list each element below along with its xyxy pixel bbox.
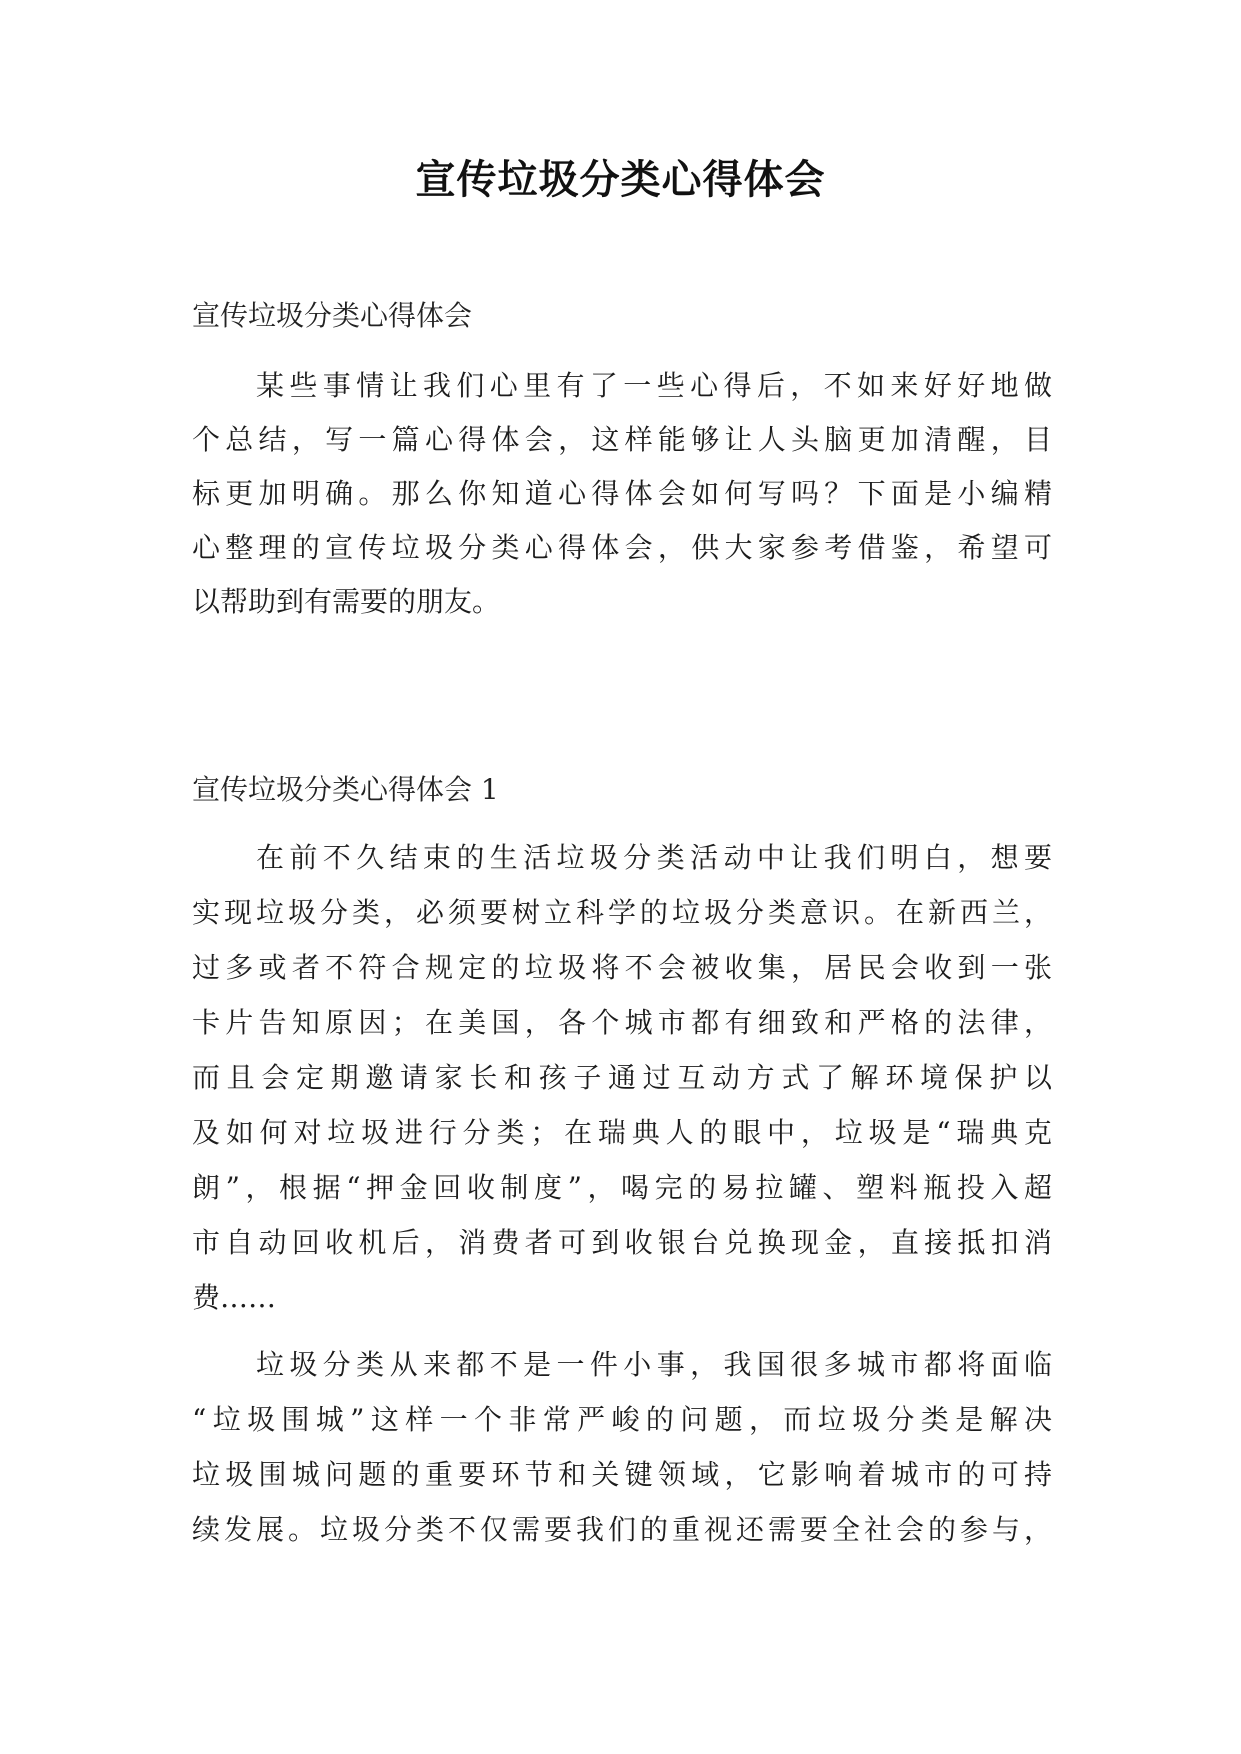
intro-line: 某些事情让我们心里有了一些心得后，不如来好好地做: [256, 369, 1052, 402]
intro-line: 个总结，写一篇心得体会，这样能够让人头脑更加清醒，目: [192, 423, 1052, 456]
document-title: 宣传垃圾分类心得体会: [415, 157, 826, 203]
paragraph-line: 朗”，根据“押金回收制度”，喝完的易拉罐、塑料瓶投入超: [192, 1171, 1052, 1204]
paragraph-line: 卡片告知原因；在美国，各个城市都有细致和严格的法律，: [192, 1006, 1052, 1039]
paragraph-line: 而且会定期邀请家长和孩子通过互动方式了解环境保护以: [192, 1061, 1052, 1094]
paragraph-line: 及如何对垃圾进行分类；在瑞典人的眼中，垃圾是“瑞典克: [192, 1116, 1052, 1149]
paragraph-line: 费……: [192, 1281, 277, 1314]
document-subtitle: 宣传垃圾分类心得体会: [192, 299, 473, 332]
paragraph-line: 垃圾围城问题的重要环节和关键领域，它影响着城市的可持: [192, 1458, 1052, 1491]
paragraph-line: 过多或者不符合规定的垃圾将不会被收集，居民会收到一张: [192, 951, 1052, 984]
paragraph-line: 市自动回收机后，消费者可到收银台兑换现金，直接抵扣消: [192, 1226, 1052, 1259]
paragraph-line: 续发展。垃圾分类不仅需要我们的重视还需要全社会的参与，: [192, 1513, 1052, 1546]
intro-line: 标更加明确。那么你知道心得体会如何写吗？下面是小编精: [192, 477, 1052, 510]
intro-line: 心整理的宣传垃圾分类心得体会，供大家参考借鉴，希望可: [192, 531, 1052, 564]
intro-line: 以帮助到有需要的朋友。: [192, 585, 501, 618]
paragraph-line: 垃圾分类从来都不是一件小事，我国很多城市都将面临: [256, 1348, 1052, 1381]
paragraph-line: 在前不久结束的生活垃圾分类活动中让我们明白，想要: [256, 841, 1052, 874]
paragraph-line: “垃圾围城”这样一个非常严峻的问题，而垃圾分类是解决: [192, 1403, 1052, 1436]
section-heading: 宣传垃圾分类心得体会 1: [192, 773, 499, 806]
paragraph-line: 实现垃圾分类，必须要树立科学的垃圾分类意识。在新西兰，: [192, 896, 1052, 929]
